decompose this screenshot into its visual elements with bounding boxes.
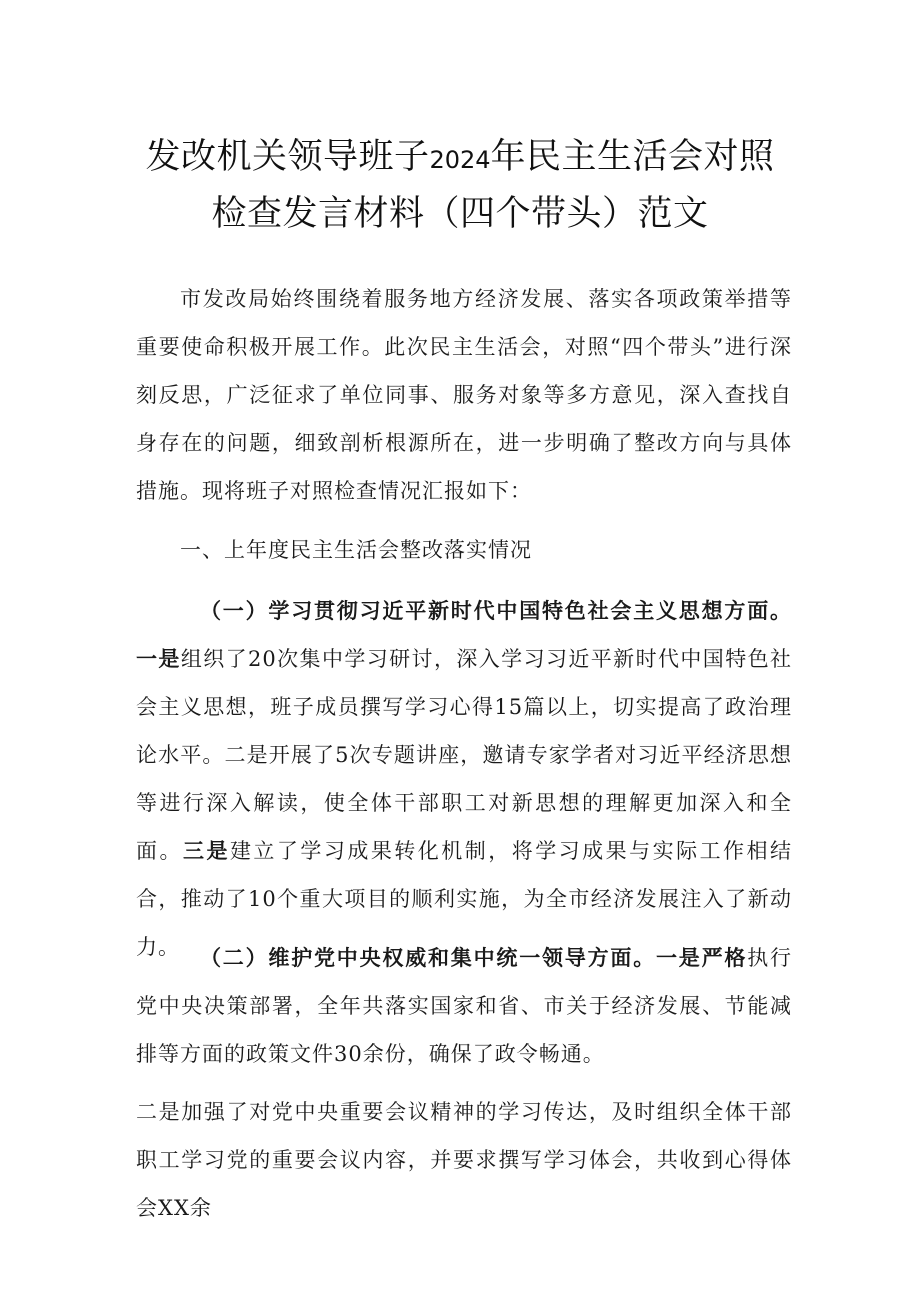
section-1-heading-block xyxy=(136,526,792,574)
title-year: 2024 xyxy=(429,146,491,174)
item-2-paragraph xyxy=(136,934,792,1078)
item-1-text-1: 组织了20次集中学习研讨，深入学习习近平新时代中国特色社会主义思想，班子成员撰写学习心得15篇以上，切实提高了政治理论水平。 xyxy=(136,647,792,767)
document-title-line-1 xyxy=(100,137,820,180)
intro-paragraph xyxy=(136,275,792,515)
item-2-text-2: 二是加强了对党中央重要会议精神的学习传达，及时组织全体干部职工学习党的重要会议内容，并要求撰写学习体会，共收到心得体会XX余 xyxy=(136,1100,792,1220)
document-title-line-2: 检查发言材料（四个带头）范文 xyxy=(211,194,709,234)
item-1-lead-1: 一是 xyxy=(136,646,181,671)
item-1-paragraph xyxy=(136,587,792,971)
item-1-text-3: 建立了学习成果转化机制，将学习成果与实际工作相结合，推动了10个重大项目的顺利实施，为全市经济发展注入了新动力。 xyxy=(136,839,793,959)
item-2-heading: （二）维护党中央权威和集中统一领导方面。 xyxy=(200,945,656,970)
item-1-lead-3: 三是 xyxy=(182,838,230,863)
item-2-text-1: 执行党中央决策部署，全年共落实国家和省、市关于经济发展、节能减排等方面的政策文件30余份，确保了政令畅通。 xyxy=(136,946,793,1066)
section-1-item-2 xyxy=(136,934,792,1078)
section-1-item-1 xyxy=(136,587,792,971)
item-1-text-2: 开展了5次专题讲座，邀请专家学者对习近平经济思想等进行深入解读，使全体干部职工对新思想的理解更加深入和全面。 xyxy=(136,743,793,863)
item-1-lead-2: 二是 xyxy=(224,743,269,767)
title-text-b: 年民主生活会对照 xyxy=(490,137,775,177)
title-text-a: 发改机关领导班子 xyxy=(145,137,430,177)
item-2-lead-1: 一是严格 xyxy=(656,945,748,970)
intro-text: 市发改局始终围绕着服务地方经济发展、落实各项政策举措等重要使命积极开展工作。此次民主生活会，对照“四个带头”进行深刻反思，广泛征求了单位同事、服务对象等多方意见，深入查找自身存在的问题，细致剖析根源所在，进一步明确了整改方向与具体措施。现将班子对照检查情况汇报如下： xyxy=(136,287,792,503)
item-1-heading: （一）学习贯彻习近平新时代中国特色社会主义思想方面。 xyxy=(200,598,792,623)
section-1-item-2-continued xyxy=(136,1088,792,1232)
section-1-heading: 一、上年度民主生活会整改落实情况 xyxy=(180,538,532,562)
